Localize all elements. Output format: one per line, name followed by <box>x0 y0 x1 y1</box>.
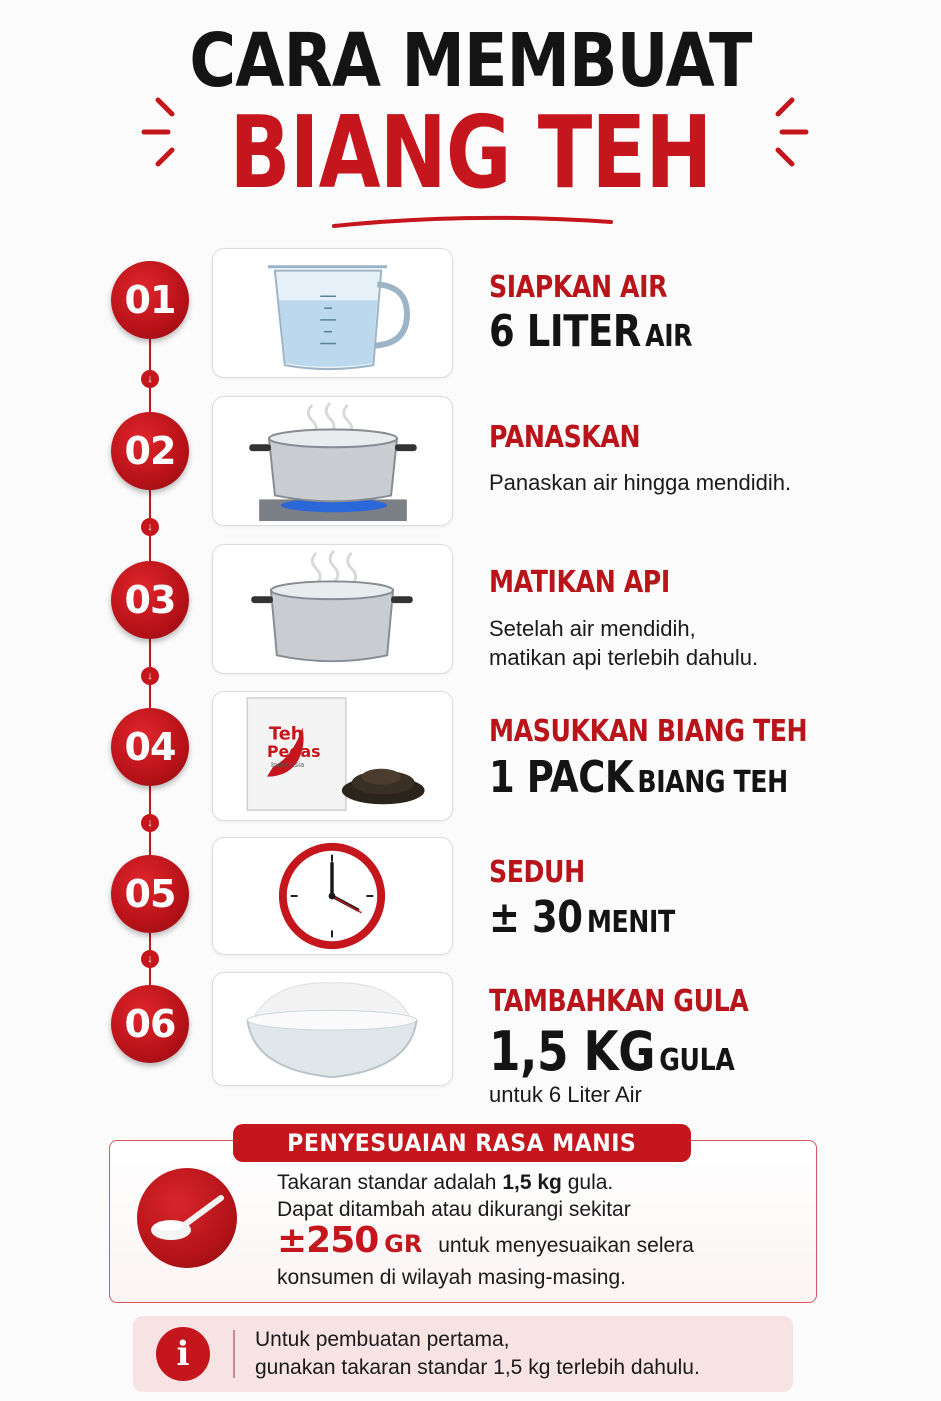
step-number-3: 03 <box>111 561 189 639</box>
step-image-6 <box>212 972 453 1086</box>
info-icon: i <box>156 1327 210 1381</box>
step-amount-unit: AIR <box>645 319 693 354</box>
sugar-bowl-icon <box>213 973 452 1085</box>
pack-label-line1: Teh <box>268 724 304 745</box>
step-amount-value: ± 30 <box>489 892 583 943</box>
step-amount-value: 6 LITER <box>489 306 641 357</box>
tea-pack-icon <box>213 692 452 820</box>
step-amount-4 <box>489 752 788 803</box>
title-line-2: BIANG TEH <box>229 94 712 211</box>
arrow-down-icon: ↓ <box>141 518 159 536</box>
step-image-4 <box>212 691 453 821</box>
step-amount-value: 1 PACK <box>489 752 634 803</box>
step-amount-unit: GULA <box>659 1043 735 1078</box>
sweetness-line-2: Dapat ditambah atau dikurangi sekitar <box>277 1198 631 1221</box>
clock-icon <box>213 838 452 954</box>
step-image-5 <box>212 837 453 955</box>
sweetness-line-4: konsumen di wilayah masing-masing. <box>277 1266 626 1289</box>
step-title-1: SIAPKAN AIR <box>489 270 668 305</box>
step-title-2: PANASKAN <box>489 420 641 455</box>
step-amount-unit: BIANG TEH <box>637 765 788 800</box>
arrow-down-icon: ↓ <box>141 667 159 685</box>
spoon-icon <box>137 1168 237 1268</box>
pot-on-stove-icon <box>213 397 452 525</box>
title-line-1: CARA MEMBUAT <box>189 18 752 104</box>
measuring-jug-icon <box>213 249 452 377</box>
step-title-5: SEDUH <box>489 855 585 890</box>
sweetness-line-3-suffix: untuk menyesuaikan selera <box>438 1234 694 1257</box>
sweetness-banner <box>233 1124 691 1162</box>
info-divider <box>233 1330 235 1378</box>
sweetness-line-1-prefix: Takaran standar adalah <box>277 1171 503 1194</box>
step-amount-6 <box>489 1020 734 1083</box>
step-title-6: TAMBAHKAN GULA <box>489 984 749 1019</box>
step-image-2 <box>212 396 453 526</box>
arrow-down-icon: ↓ <box>141 814 159 832</box>
step-image-1 <box>212 248 453 378</box>
step-number-5: 05 <box>111 855 189 933</box>
info-line-1: Untuk pembuatan pertama, <box>255 1328 510 1351</box>
pack-label-line2: Pedas <box>267 741 321 761</box>
sweetness-unit: GR <box>384 1230 423 1258</box>
step-desc-3a: Setelah air mendidih, <box>489 616 696 641</box>
sweetness-banner-label: PENYESUAIAN RASA MANIS <box>287 1129 637 1157</box>
step-amount-unit: MENIT <box>586 905 675 940</box>
info-line-2: gunakan takaran standar 1,5 kg terlebih dahulu. <box>255 1356 700 1379</box>
sweetness-line-1-suffix: gula. <box>561 1171 614 1194</box>
step-amount-5 <box>489 892 675 943</box>
steaming-pot-icon <box>213 545 452 673</box>
step-image-3 <box>212 544 453 674</box>
title-underline <box>330 210 615 232</box>
step-title-4: MASUKKAN BIANG TEH <box>489 714 808 749</box>
step-amount-1 <box>489 306 692 357</box>
pack-label-line3: Indonesia <box>270 760 305 769</box>
arrow-down-icon: ↓ <box>141 370 159 388</box>
step-amount-value: 1,5 KG <box>489 1020 656 1083</box>
spark-left-icon <box>140 92 210 172</box>
step-desc-3b: matikan api terlebih dahulu. <box>489 645 759 670</box>
sweetness-line-3 <box>277 1220 694 1261</box>
arrow-down-icon: ↓ <box>141 950 159 968</box>
sweetness-line-1 <box>277 1171 613 1195</box>
spark-right-icon <box>740 92 810 172</box>
step-number-6: 06 <box>111 985 189 1063</box>
sweetness-amount: ±250 <box>277 1220 379 1261</box>
step-note-6: untuk 6 Liter Air <box>489 1082 642 1107</box>
step-desc-2: Panaskan air hingga mendidih. <box>489 470 792 495</box>
step-number-4: 04 <box>111 708 189 786</box>
step-number-1: 01 <box>111 261 189 339</box>
spoon-badge <box>137 1168 237 1268</box>
sweetness-line-1-bold: 1,5 kg <box>502 1171 562 1194</box>
step-number-2: 02 <box>111 412 189 490</box>
step-title-3: MATIKAN API <box>489 565 670 600</box>
